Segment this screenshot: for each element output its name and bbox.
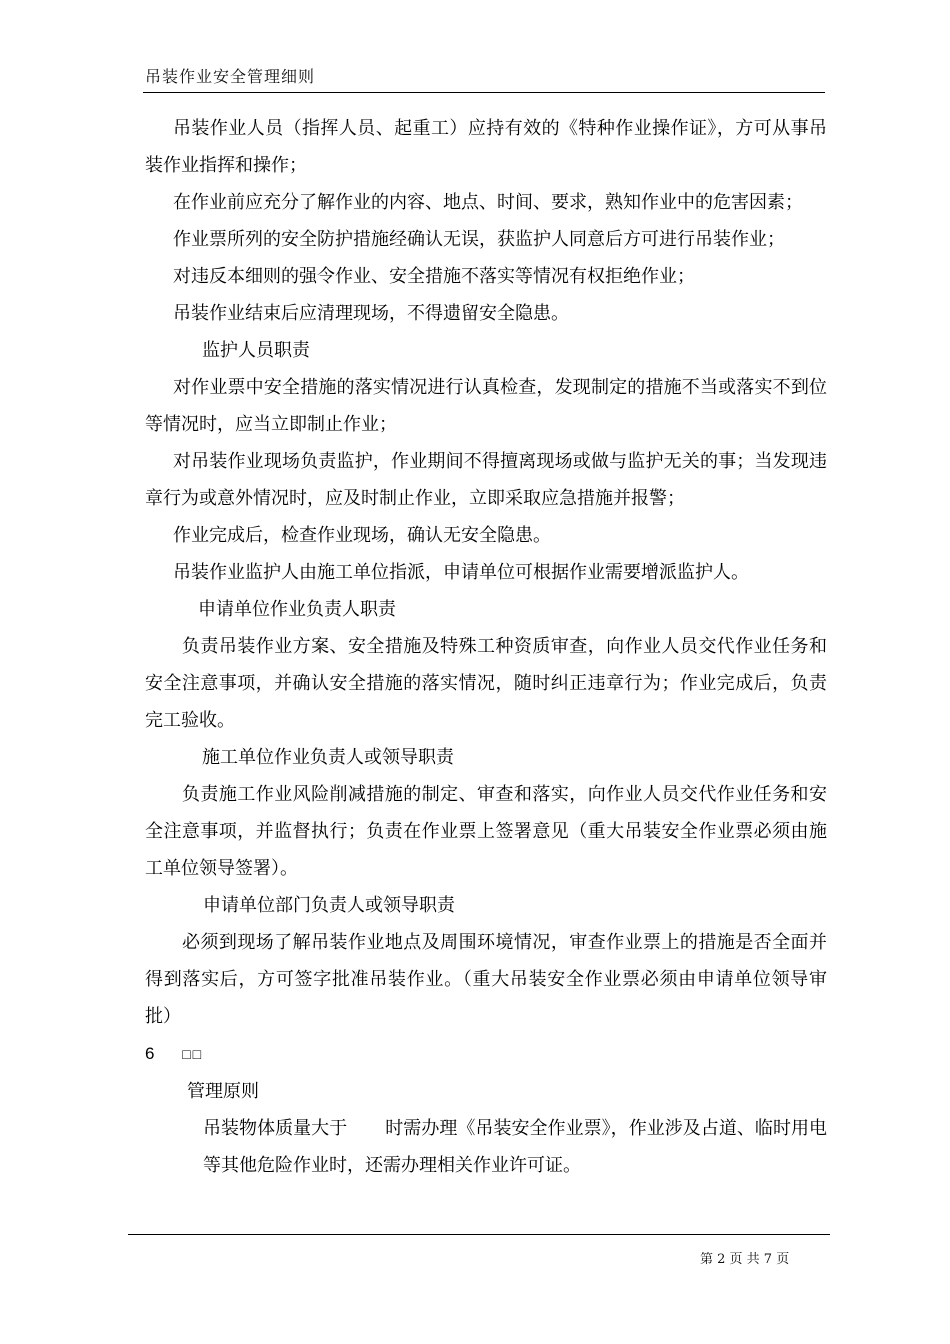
section-heading: 施工单位作业负责人或领导职责 [202, 747, 454, 768]
paragraph: 作业完成后，检查作业现场，确认无安全隐患。 [173, 525, 551, 546]
paragraph: 负责施工作业风险削减措施的制定、审查和落实，向作业人员交代作业任务和安全注意事项，并监督执行；负责在作业票上签署意见（重大吊装安全作业票必须由施工单位领导签署）。 [145, 784, 827, 879]
paragraph: 作业票所列的安全防护措施经确认无误，获监护人同意后方可进行吊装作业； [173, 229, 785, 250]
paragraph: 对吊装作业现场负责监护，作业期间不得擅离现场或做与监护无关的事；当发现违章行为或意外情况时，应及时制止作业，立即采取应急措施并报警； [145, 451, 827, 509]
page-number: 第 2 页 共 7 页 [700, 1252, 790, 1267]
paragraph: 吊装作业监护人由施工单位指派，申请单位可根据作业需要增派监护人。 [173, 562, 749, 583]
paragraph [145, 1110, 827, 1184]
section-heading: 申请单位部门负责人或领导职责 [203, 895, 455, 916]
paragraph: 在作业前应充分了解作业的内容、地点、时间、要求，熟知作业中的危害因素； [173, 192, 803, 213]
paragraph-part: 时需办理《吊装安全作业票》，作业涉及占道、临时用电等其他危险作业时，还需办理相关作业许可证。 [203, 1118, 828, 1176]
document-body [145, 110, 827, 1184]
section-6-heading [145, 1035, 827, 1073]
footer-rule [128, 1234, 830, 1235]
section-heading: 管理原则 [187, 1081, 259, 1102]
section-title: □□ [182, 1046, 204, 1062]
paragraph: 吊装作业结束后应清理现场，不得遗留安全隐患。 [173, 303, 569, 324]
section-heading: 申请单位作业负责人职责 [198, 599, 396, 620]
paragraph: 吊装作业人员（指挥人员、起重工）应持有效的《特种作业操作证》，方可从事吊装作业指挥和操作； [145, 118, 827, 176]
header-rule [143, 92, 825, 93]
paragraph: 负责吊装作业方案、安全措施及特殊工种资质审查，向作业人员交代作业任务和安全注意事项，并确认安全措施的落实情况，随时纠正违章行为；作业完成后，负责完工验收。 [145, 636, 827, 731]
paragraph-part: 吊装物体质量大于 [203, 1118, 348, 1139]
paragraph: 必须到现场了解吊装作业地点及周围环境情况，审查作业票上的措施是否全面并得到落实后，方可签字批准吊装作业。（重大吊装安全作业票必须由申请单位领导审批） [145, 932, 827, 1027]
paragraph: 对违反本细则的强令作业、安全措施不落实等情况有权拒绝作业； [173, 266, 695, 287]
section-heading: 监护人员职责 [202, 340, 310, 361]
paragraph: 对作业票中安全措施的落实情况进行认真检查，发现制定的措施不当或落实不到位等情况时，应当立即制止作业； [145, 377, 827, 435]
section-number: 6 [145, 1044, 155, 1063]
header-title: 吊装作业安全管理细则 [145, 67, 316, 86]
